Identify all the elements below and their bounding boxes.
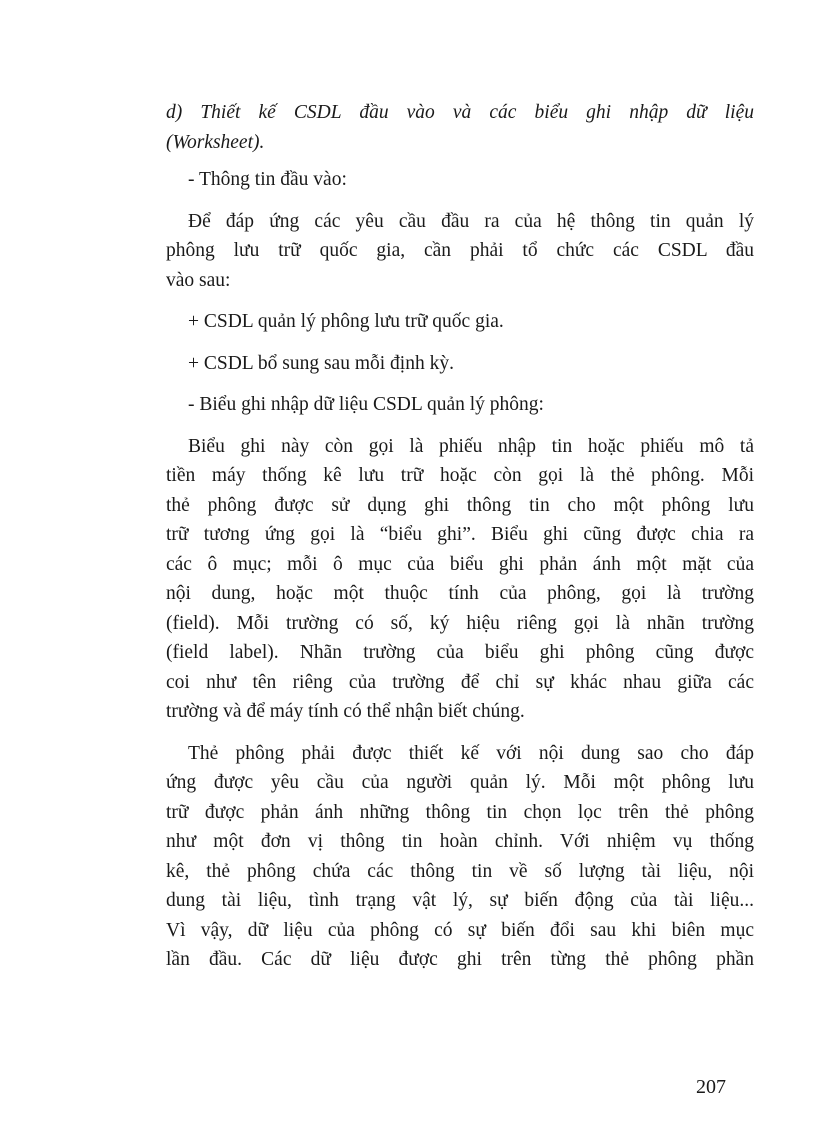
page-number: 207 bbox=[696, 1076, 726, 1098]
paragraph-line: trữ được phản ánh những thông tin chọn lọc trên thẻ phông bbox=[166, 801, 754, 823]
paragraph-line: trữ tương ứng gọi là “biểu ghi”. Biểu ghi cũng được chia ra bbox=[166, 524, 754, 545]
intro-paragraph bbox=[166, 207, 754, 296]
bullet-item-1: + CSDL quản lý phông lưu trữ quốc gia. bbox=[188, 311, 504, 332]
paragraph-line: nội dung, hoặc một thuộc tính của phông, gọi là trường bbox=[166, 583, 754, 604]
paragraph-line: thẻ phông được sử dụng ghi thông tin cho một phông lưu bbox=[166, 494, 754, 516]
paragraph-line: lần đầu. Các dữ liệu được ghi trên từng thẻ phông phần bbox=[166, 949, 754, 970]
section-heading-line-2: (Worksheet). bbox=[166, 131, 265, 153]
input-info-label: - Thông tin đầu vào: bbox=[188, 169, 347, 190]
paragraph-line: như một đơn vị thông tin hoàn chỉnh. Với nhiệm vụ thống bbox=[166, 831, 754, 852]
worksheet-heading: - Biểu ghi nhập dữ liệu CSDL quản lý phông: bbox=[188, 394, 544, 415]
paragraph-line: ứng được yêu cầu của người quản lý. Mỗi một phông lưu bbox=[166, 772, 754, 793]
paragraph-line: kê, thẻ phông chứa các thông tin về số lượng tài liệu, nội bbox=[166, 860, 754, 882]
paragraph-line: vào sau: bbox=[166, 269, 231, 291]
paragraph-line: (field). Mỗi trường có số, ký hiệu riêng gọi là nhãn trường bbox=[166, 612, 754, 634]
paragraph-line: coi như tên riêng của trường để chỉ sự khác nhau giữa các bbox=[166, 671, 754, 693]
paragraph-line: Thẻ phông phải được thiết kế với nội dung sao cho đáp bbox=[188, 742, 754, 764]
section-heading-line-1: d) Thiết kế CSDL đầu vào và các biểu ghi nhập dữ liệu bbox=[166, 102, 754, 123]
paragraph-line: Vì vậy, dữ liệu của phông có sự biến đổi sau khi biên mục bbox=[166, 919, 754, 941]
paragraph-line: (field label). Nhãn trường của biểu ghi phông cũng được bbox=[166, 642, 754, 663]
paragraph-line: các ô mục; mỗi ô mục của biểu ghi phản ánh một mặt của bbox=[166, 553, 754, 575]
paragraph-line: tiền máy thống kê lưu trữ hoặc còn gọi là thẻ phông. Mỗi bbox=[166, 465, 754, 486]
bullet-item-2: + CSDL bổ sung sau mỗi định kỳ. bbox=[188, 352, 454, 374]
page-body bbox=[166, 98, 754, 975]
paragraph-line: phông lưu trữ quốc gia, cần phải tổ chức các CSDL đầu bbox=[166, 240, 754, 261]
worksheet-paragraph bbox=[166, 432, 754, 727]
paragraph-line: Biểu ghi này còn gọi là phiếu nhập tin hoặc phiếu mô tả bbox=[188, 435, 754, 457]
paragraph-line: Để đáp ứng các yêu cầu đầu ra của hệ thông tin quản lý bbox=[188, 210, 754, 232]
field-card-paragraph bbox=[166, 739, 754, 975]
paragraph-line: trường và để máy tính có thể nhận biết chúng. bbox=[166, 701, 525, 722]
paragraph-line: dung tài liệu, tình trạng vật lý, sự biến động của tài liệu... bbox=[166, 890, 754, 911]
